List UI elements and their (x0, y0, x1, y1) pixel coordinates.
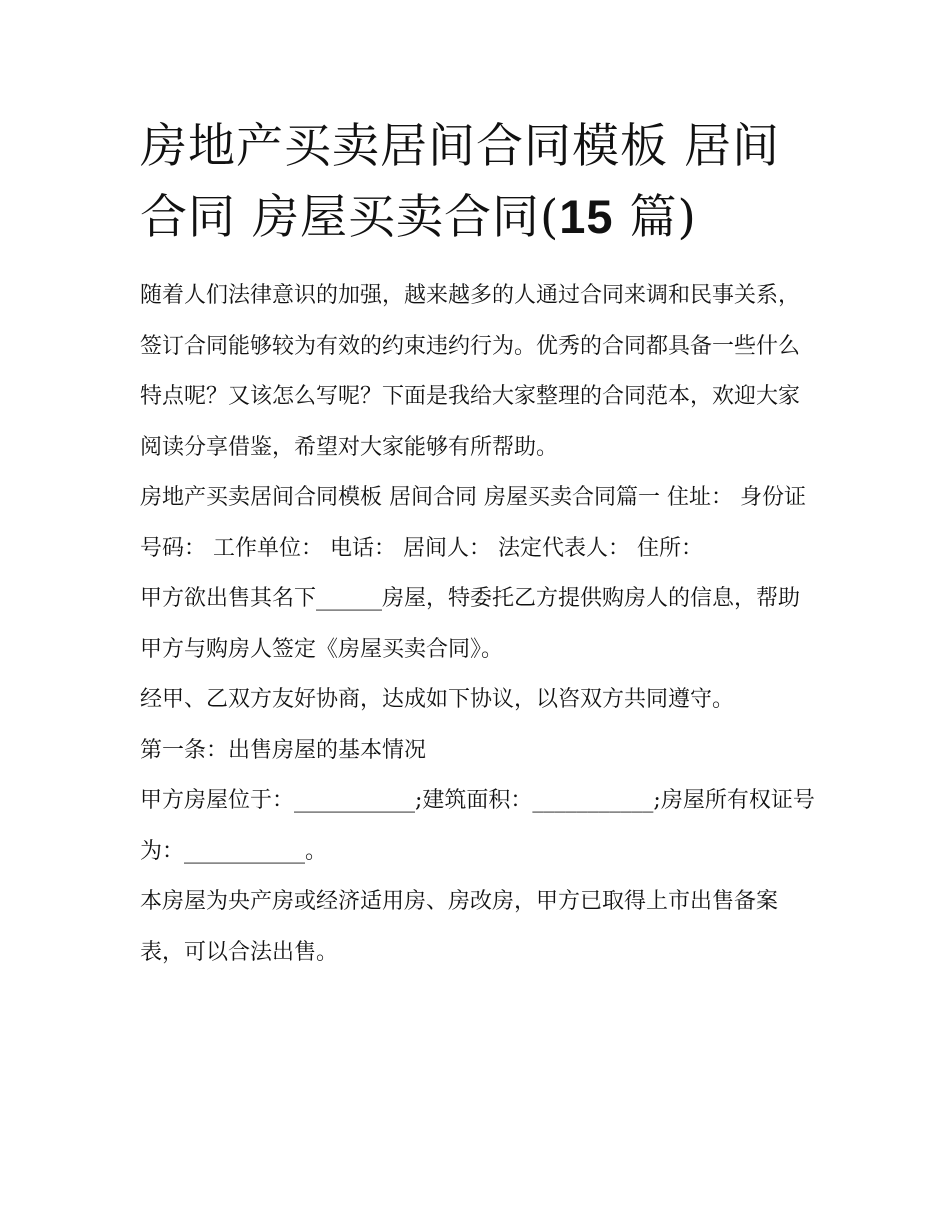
document-body (140, 112, 815, 978)
commission-paragraph: 甲方欲出售其名下______房屋，特委托乙方提供购房人的信息，帮助甲方与购房人签定《房屋买卖合同》。 (140, 586, 801, 662)
title-text-part-1: 房地产买卖居间合同模板 居间合同 房屋买卖合同( (140, 119, 780, 245)
article-one-heading: 第一条：出售房屋的基本情况 (140, 737, 427, 763)
property-details-paragraph: 甲方房屋位于：___________;建筑面积：___________;房屋所有权证号为：___________。 (140, 788, 815, 864)
title-text-part-2: 篇) (613, 190, 697, 245)
title-count: 15 (559, 190, 614, 243)
agreement-paragraph: 经甲、乙双方友好协商，达成如下协议，以咨双方共同遵守。 (140, 687, 735, 712)
property-status-paragraph: 本房屋为央产房或经济适用房、房改房，甲方已取得上市出售备案表，可以合法出售。 (140, 889, 779, 965)
intro-paragraph: 随着人们法律意识的加强，越来越多的人通过合同来调和民事关系，签订合同能够较为有效的约束违约行为。优秀的合同都具备一些什么特点呢？又该怎么写呢？下面是我给大家整理的合同范本，欢迎大家阅读分享借鉴，希望对大家能够有所帮助。 (140, 283, 801, 460)
contract-header-paragraph: 房地产买卖居间合同模板 居间合同 房屋买卖合同篇一 住址： 身份证号码： 工作单位： 电话： 居间人： 法定代表人： 住所： (140, 485, 806, 561)
document-title (140, 112, 815, 253)
